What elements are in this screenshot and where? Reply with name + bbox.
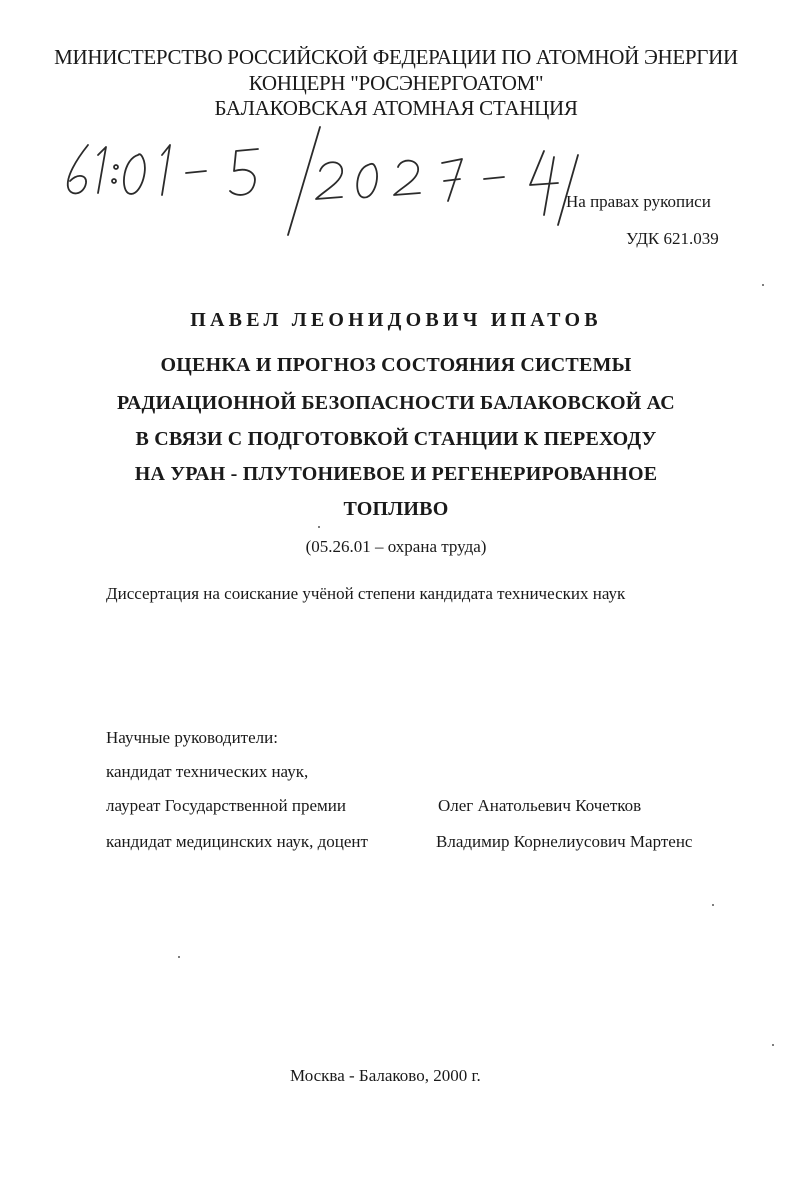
- concern-line: КОНЦЕРН "РОСЭНЕРГОАТОМ": [248, 71, 544, 95]
- udc-code: УДК 621.039: [626, 229, 719, 248]
- handwritten-code-drawing: [58, 115, 618, 240]
- scan-speck: [318, 526, 320, 528]
- supervisor-name-1: Олег Анатольевич Кочетков: [438, 796, 642, 815]
- author-name: ПАВЕЛ ЛЕОНИДОВИЧ ИПАТОВ: [190, 309, 602, 331]
- supervisor-credential-1: кандидат технических наук,: [106, 762, 309, 781]
- specialty-code: (05.26.01 – охрана труда): [305, 537, 487, 556]
- supervisor-credential-2: лауреат Государственной премии: [106, 796, 346, 815]
- supervisor-credential-3: кандидат медицинских наук, доцент: [106, 832, 368, 851]
- title-line-2: РАДИАЦИОННОЙ БЕЗОПАСНОСТИ БАЛАКОВСКОЙ АС: [117, 392, 675, 414]
- station-line: БАЛАКОВСКАЯ АТОМНАЯ СТАНЦИЯ: [214, 96, 578, 120]
- scan-speck: [712, 904, 714, 906]
- supervisor-name-2: Владимир Корнелиусович Мартенс: [436, 832, 693, 851]
- scan-speck: [762, 284, 764, 286]
- supervisors-heading: Научные руководители:: [106, 728, 278, 747]
- handwritten-archive-code: [58, 115, 618, 240]
- title-line-5: ТОПЛИВО: [343, 498, 449, 520]
- scan-speck: [772, 1044, 774, 1046]
- title-line-4: НА УРАН - ПЛУТОНИЕВОЕ И РЕГЕНЕРИРОВАННОЕ: [134, 463, 658, 485]
- title-line-3: В СВЯЗИ С ПОДГОТОВКОЙ СТАНЦИИ К ПЕРЕХОДУ: [135, 428, 657, 450]
- scan-speck: [178, 956, 180, 958]
- degree-statement: Диссертация на соискание учёной степени кандидата технических наук: [106, 584, 626, 603]
- title-line-1: ОЦЕНКА И ПРОГНОЗ СОСТОЯНИЯ СИСТЕМЫ: [160, 354, 632, 376]
- ministry-line: МИНИСТЕРСТВО РОССИЙСКОЙ ФЕДЕРАЦИИ ПО АТОМНОЙ ЭНЕРГИИ: [54, 45, 738, 69]
- place-and-year: Москва - Балаково, 2000 г.: [290, 1066, 481, 1085]
- manuscript-rights: На правах рукописи: [566, 192, 711, 211]
